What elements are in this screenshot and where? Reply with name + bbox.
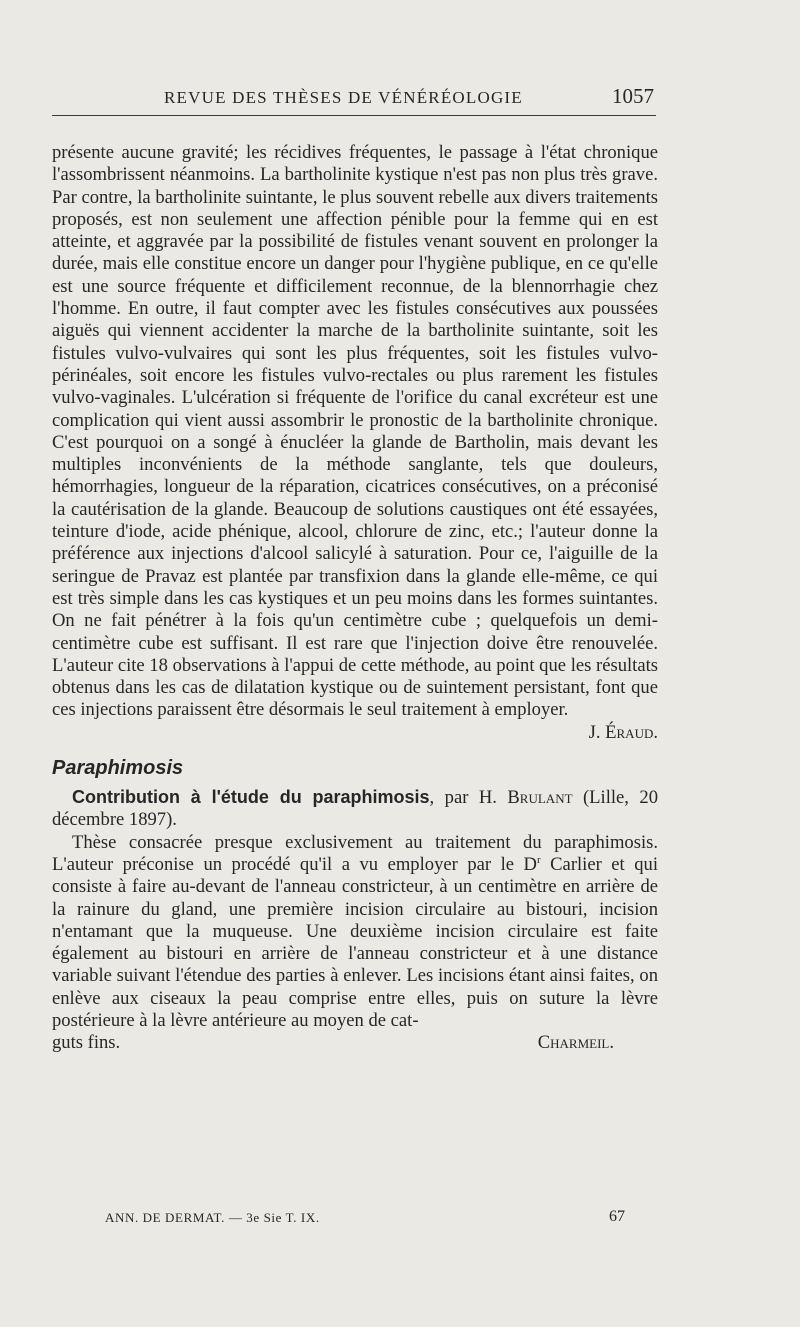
- article2-last-line-text: guts fins.: [52, 1032, 121, 1054]
- section-title: Paraphimosis: [52, 757, 184, 780]
- article2-paragraph: Thèse consacrée presque exclusivement au traitement du paraphimosis. L'auteur préconise un procédé qu'il a vu employer par le $D^r$ Carlier et qui consiste à faire au-devant de l'anneau constricteur, à un centimètre en arrière de la rainure du gland, une première incision circulaire au bistouri, incision n'entamant que la muqueuse. Une deuxième incision circulaire est faite également au bistouri en arrière de l'anneau constricteur et à une distance variable suivant l'étendue des parties à enlever. Les incisions étant ainsi faites, on enlève aux ciseaux la peau comprise entre elles, puis on suture la lèvre postérieure à la lèvre antérieure au moyen de cat-: [52, 831, 658, 1031]
- article2-last-line: [52, 1032, 658, 1054]
- byline-prefix: , par H.: [429, 787, 508, 809]
- byline-suffix: (Lille, 20 décembre 1897).: [52, 787, 658, 831]
- superscript-r: r: [536, 853, 541, 866]
- page-number: 1057: [612, 84, 654, 108]
- signature-number: 67: [609, 1208, 625, 1225]
- article2-author: Brulant: [507, 787, 573, 809]
- journal-title: REVUE DES THÈSES DE VÉNÉRÉOLOGIE: [164, 88, 523, 107]
- running-header: [52, 84, 656, 116]
- article2-title: Contribution à l'étude du paraphimosis: [72, 787, 430, 808]
- footer-reference: ANN. DE DERMAT. — 3e Sie T. IX.: [105, 1210, 320, 1225]
- article2-heading: [52, 786, 658, 832]
- article1-paragraph: présente aucune gravité; les récidives fréquentes, le passage à l'état chronique l'assombrissent néanmoins. La bartholinite kystique n'est pas non plus très grave. Par contre, la bartholinite suintante, le plus souvent rebelle aux divers traitements proposés, est non seulement une affection pénible pour la femme qui en est atteinte, et aggravée par la possibilité de fistules venant souvent en prolonger la durée, mais elle constitue encore un danger pour l'hygiène publique, en ce qu'elle est une source fréquente et difficilement reconnue, de la blennorrhagie chez l'homme. En outre, il faut compter avec les fistules consécutives aux poussées aiguës qui viennent accidenter la marche de la bartholinite suintante, soit les fistules vulvo-vulvaires qui sont les plus fréquentes, soit les fistules vulvo-périnéales, soit encore les fistules vulvo-rectales ou plus rarement les fistules vulvo-vaginales. L'ulcération si fréquente de l'orifice du canal excréteur est une complication qui vient aussi assombrir le pronostic de la bartholinite chronique. C'est pourquoi on a songé à énucléer la glande de Bartholin, mais devant les multiples inconvénients de la méthode sanglante, tels que douleurs, hémorrhagies, longueur de la réparation, cicatrices consécutives, on a préconisé la cautérisation de la glande. Beaucoup de solutions caustiques ont été essayées, teinture d'iode, acide phénique, alcool, chlorure de zinc, etc.; l'auteur donne la préférence aux injections d'alcool salicylé à saturation. Pour ce, l'aiguille de la seringue de Pravaz est plantée par transfixion dans la glande elle-même, ce qui est très simple dans les cas kystiques et un peu moins dans les formes suintantes. On ne fait pénétrer à la fois qu'un centimètre cube ; quelquefois un demi-centimètre cube est suffisant. Il est rare que l'injection doive être renouvelée. L'auteur cite 18 observations à l'appui de cette méthode, au point que les résultats obtenus dans les cas de dilatation kystique ou de suintement persistant, font que ces injections paraissent être désormais le seul traitement à employer.: [52, 142, 658, 721]
- article1-signature: J. Éraud.: [588, 721, 658, 743]
- body-text: [52, 142, 658, 1055]
- article2-signature: Charmeil.: [537, 1032, 614, 1054]
